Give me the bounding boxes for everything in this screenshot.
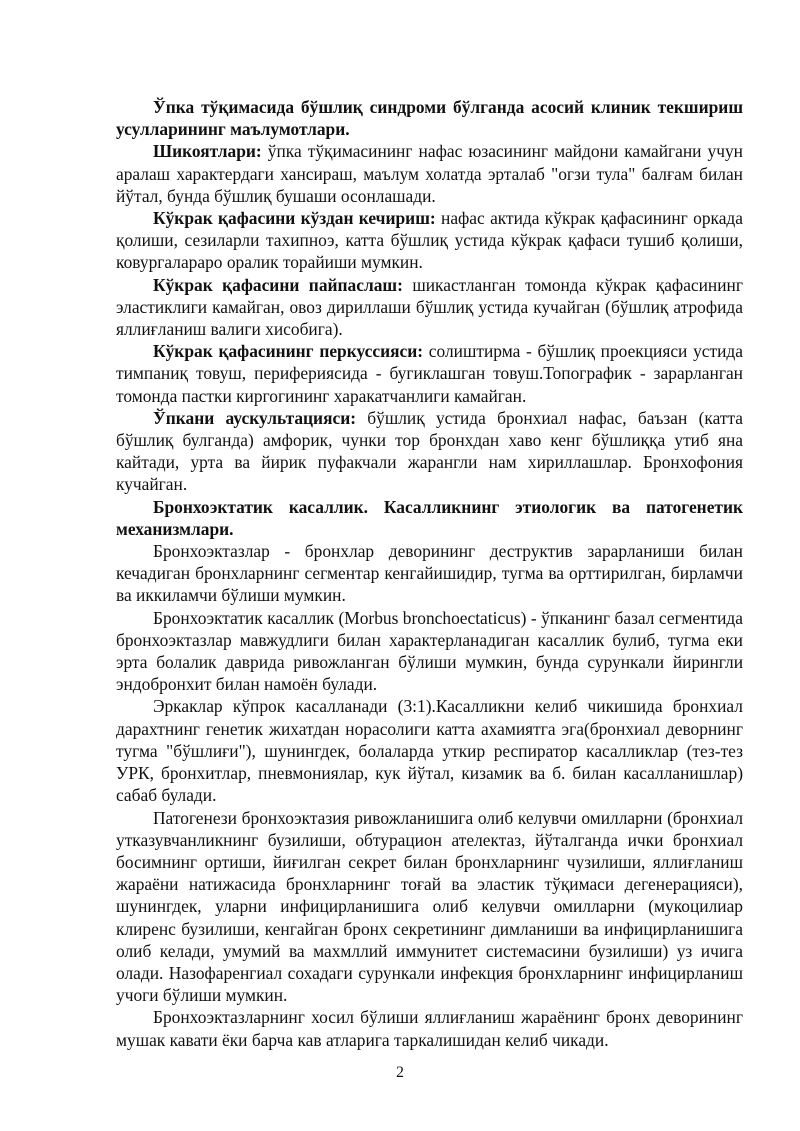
paragraph-text: бўшлиқ устида бронхиал нафас, баъзан (катта бўшлиқ булганда) амфорик, чунки тор бронхдан хаво кенг бўшлиққа утиб яна кайтади, урта ва йирик пуфакчали жарангли нам хириллашлар. Бронхофония кучайган. (116, 407, 743, 495)
paragraph-body: Патогенези бронхоэктазия ривожланишига олиб келувчи омилларни (бронхиал утказувчанликнинг бузилиши, обтурацион ателектаз, йўталганда ички бронхиал босимнинг ортиши, йиғилган секрет билан бронхларнинг чузилиши, яллиғланиш жараёни натижасида бронхларнинг тоғай ва эластик тўқимаси дегенерацияси), шунингдек, уларни инфицирланишига олиб келувчи омилларни (мукоцилиар клиренс бузилиши, кенгайган бронх секретининг димланиши ва инфицирланишига олиб келади, умумий ва махмллий иммунитет системасини бузилиши) уз ичига олади. Назофаренгиал сохадаги сурункали инфекция бронхларнинг инфицирланиш учоги бўлиши мумкин. (116, 807, 743, 1006)
paragraph-lead: Шикоятлари: (153, 141, 262, 162)
paragraph-complaints (116, 140, 743, 207)
paragraph-body: Бронхоэктазларнинг хосил бўлиши яллиғланиш жараёнинг бронх деворининг мушак кавати ёки барча кав атларига таркалишидан келиб чикади. (116, 1007, 743, 1050)
paragraph-lead: Ўпкани аускультацияси: (153, 407, 357, 428)
section-heading-cavity-syndrome: Ўпка тўқимасида бўшлиқ синдроми бўлганда асосий клиник текшириш усулларининг маълумотлари. (116, 97, 743, 140)
paragraph-palpation (116, 274, 743, 341)
paragraph-lead: Кўкрак қафасини кўздан кечириш: (153, 208, 436, 229)
paragraph-body: Эркаклар кўпрок касалланади (3:1).Касалликни келиб чикишида бронхиал дарахтнинг генетик жихатдан норасолиги катта ахамиятга эга(бронхиал деворнинг тугма "бўшлиғи"), шунингдек, болаларда уткир респиратор касалликлар (тез-тез УРК, бронхитлар, пневмониялар, кук йўтал, кизамик ва б. билан касалланишлар) сабаб булади. (116, 696, 743, 806)
paragraph-percussion (116, 340, 743, 407)
paragraph-lead: Кўкрак қафасининг перкуссияси: (153, 341, 424, 362)
paragraph-body: Бронхоэктатик касаллик (Morbus bronchoectaticus) - ўпканинг базал сегментида бронхоэктазлар мавжудлиги билан характерланадиган касаллик булиб, тугма еки эрта болалик даврида ривожланган бўлиши мумкин, бунда сурункали йирингли эндобронхит билан намоён булади. (116, 607, 743, 695)
paragraph-lead: Кўкрак қафасини пайпаслаш: (153, 274, 403, 295)
paragraph-text: ўпка тўқимасининг нафас юзасининг майдони камайгани учун аралаш характердаги хансираш, маълум холатда эрталаб "огзи тула" балғам билан йўтал, бунда бўшлиқ бушаши осонлашади. (116, 141, 743, 206)
paragraph-inspection (116, 207, 743, 274)
paragraph-text: нафас актида кўкрак қафасининг оркада қолиши, сезиларли тахипноэ, катта бўшлиқ устида кўкрак қафаси тушиб қолиши, ковургалараро оралик торайиши мумкин. (116, 208, 744, 273)
section-heading-bronchiectasis: Бронхоэктатик касаллик. Касалликнинг этиологик ва патогенетик механизмлари. (116, 496, 743, 539)
paragraph-body: Бронхоэктазлар - бронхлар деворининг деструктив зарарланиши билан кечадиган бронхларнинг сегментар кенгайишидир, тугма ва орттирилган, бирламчи ва иккиламчи бўлиши мумкин. (116, 541, 743, 606)
document-page (116, 96, 743, 1051)
paragraph-text: солиштирма - бўшлиқ проекцияси устида тимпаниқ товуш, периферияcида - бугиклашган товуш.Топографик - зарарланган томонда пастки киргогининг харакатчанлиги камайган. (116, 341, 743, 406)
paragraph-text: шикастланган томонда кўкрак қафасининг эластиклиги камайган, овоз дириллаши бўшлиқ устида кучайган (бўшлиқ атрофида яллиғланиш валиги хисобига). (116, 274, 743, 340)
page-number: 2 (396, 1064, 404, 1081)
paragraph-auscultation (116, 407, 743, 496)
